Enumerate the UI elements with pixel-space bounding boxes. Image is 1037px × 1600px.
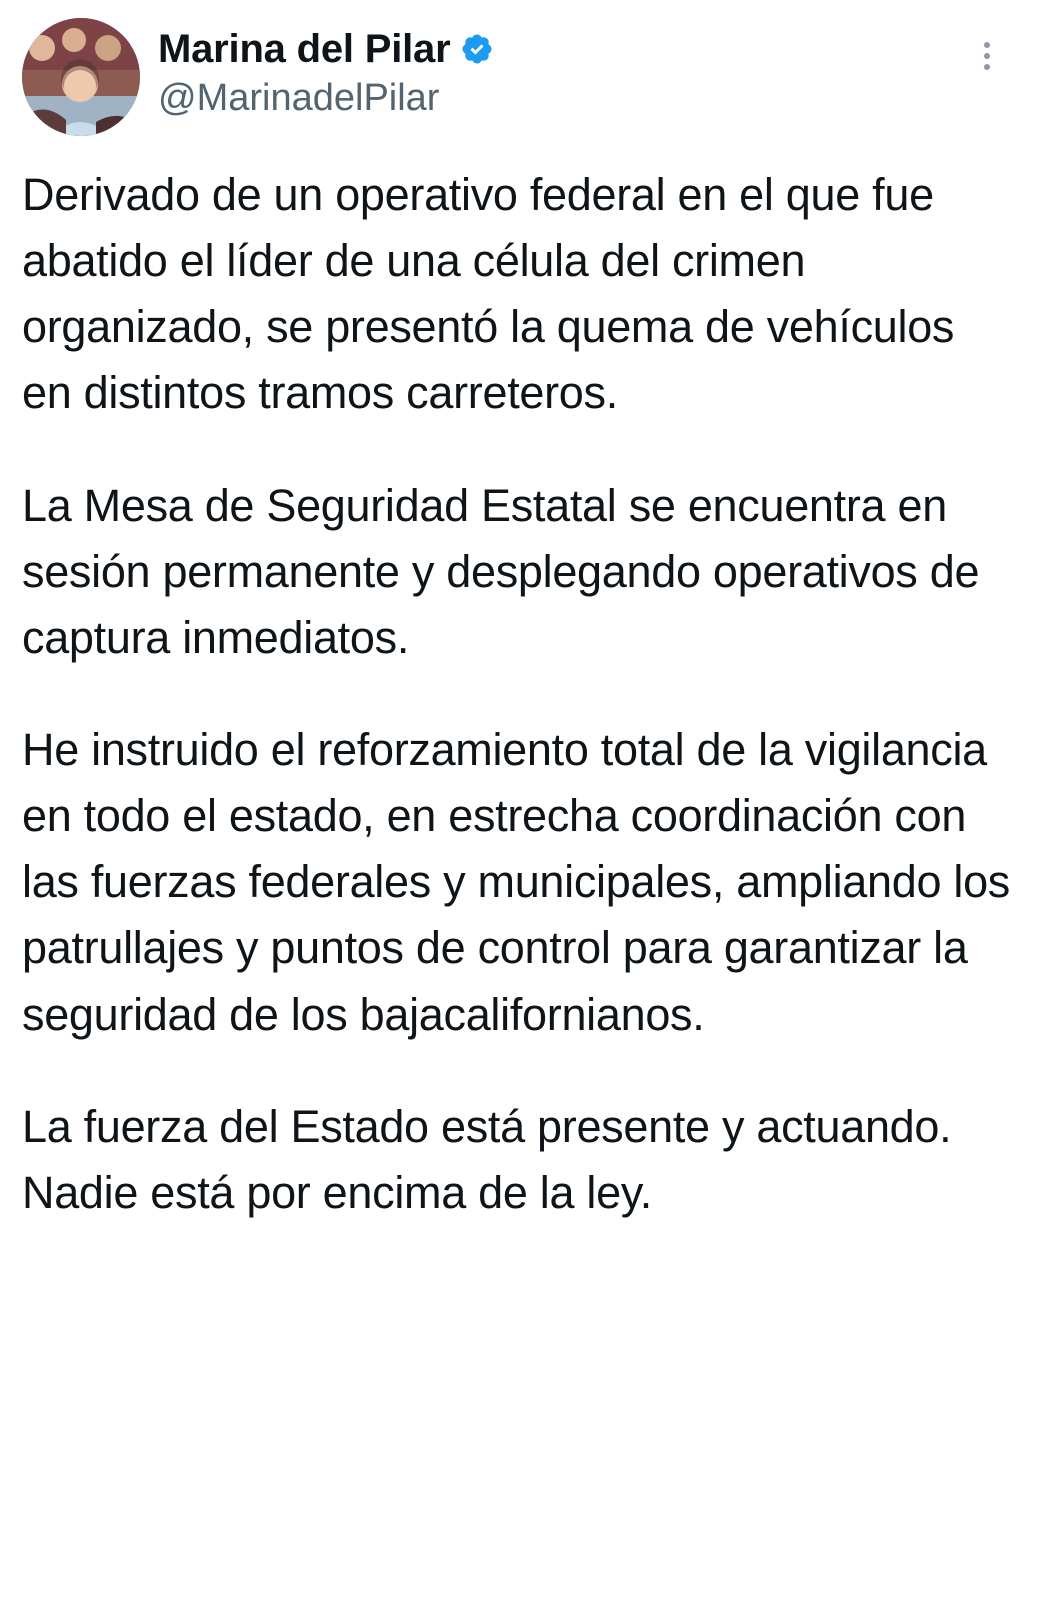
- tweet-text: [22, 162, 1015, 1226]
- tweet-paragraph: He instruido el reforzamiento total de la vigilancia en todo el estado, en estrecha coordinación con las fuerzas federales y municipales, ampliando los patrullajes y puntos de control para garantizar la seguridad de los bajacalifornianos.: [22, 723, 1011, 1040]
- more-options-icon[interactable]: [967, 36, 1007, 76]
- handle[interactable]: @MarinadelPilar: [158, 77, 440, 119]
- tweet-header: [22, 18, 1015, 136]
- display-name[interactable]: Marina del Pilar: [158, 27, 451, 71]
- tweet-paragraph: La Mesa de Seguridad Estatal se encuentra en sesión permanente y desplegando operativos de captura inmediatos.: [22, 479, 980, 663]
- avatar[interactable]: [22, 18, 140, 136]
- tweet-paragraph: Derivado de un operativo federal en el que fue abatido el líder de una célula del crimen organizado, se presentó la quema de vehículos en distintos tramos carreteros.: [22, 169, 955, 419]
- identity-block: [158, 18, 494, 122]
- tweet-paragraph: La fuerza del Estado está presente y actuando. Nadie está por encima de la ley.: [22, 1100, 952, 1218]
- name-row: [158, 26, 494, 72]
- verified-badge-icon: [460, 32, 494, 66]
